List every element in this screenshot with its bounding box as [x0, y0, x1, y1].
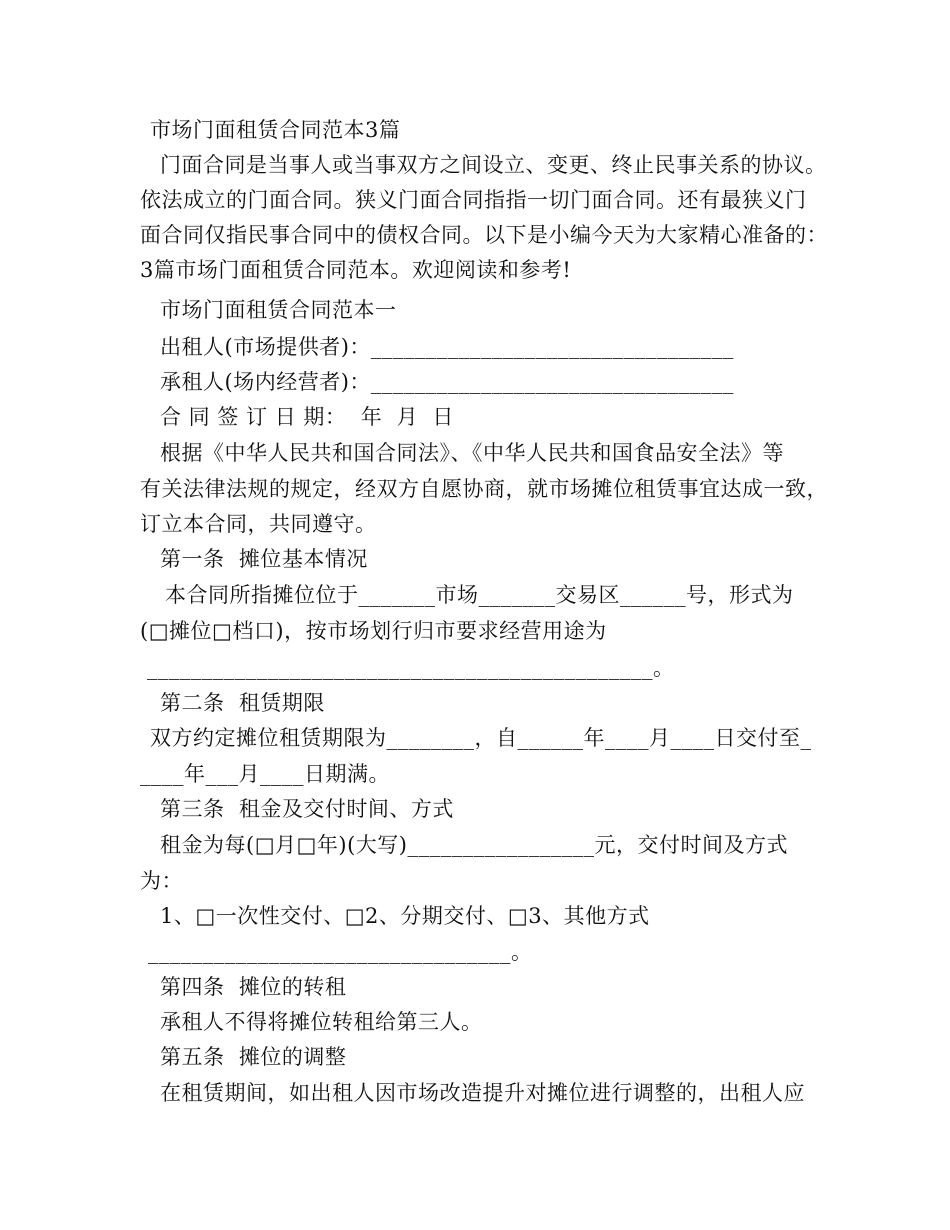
blank-line: ______________________________________________。 — [147, 656, 675, 680]
paragraph-line: 为： — [140, 869, 183, 893]
paragraph-line: 依法成立的门面合同。狭义门面合同指指一切门面合同。还有最狭义门 — [140, 188, 807, 212]
blank-line: _________________________________。 — [148, 940, 533, 964]
paragraph-line: 面合同仅指民事合同中的债权合同。以下是小编今天为大家精心准备的： — [140, 223, 828, 247]
article-heading: 第四条 摊位的转租 — [160, 975, 347, 999]
signing-date-field: 合 同 签 订 日 期： 年 月 日 — [160, 405, 454, 429]
lessor-field: 出租人(市场提供者)：_________________________________ — [160, 335, 734, 359]
section-heading: 市场门面租赁合同范本一 — [160, 298, 397, 322]
paragraph-line: 3篇市场门面租赁合同范本。欢迎阅读和参考! — [140, 258, 572, 282]
paragraph-line: 双方约定摊位租赁期限为________，自______年____月____日交付至_ — [150, 726, 812, 750]
paragraph-line: 承租人不得将摊位转租给第三人。 — [160, 1010, 483, 1034]
lessee-field: 承租人(场内经营者)：_________________________________ — [160, 370, 734, 394]
paragraph-line: 本合同所指摊位位于_______市场_______交易区______号，形式为 — [165, 583, 794, 607]
article-heading: 第二条 租赁期限 — [160, 691, 325, 715]
paragraph-line: 有关法律法规的规定，经双方自愿协商，就市场摊位租赁事宜达成一致， — [140, 477, 828, 501]
article-heading: 第一条 摊位基本情况 — [160, 547, 368, 571]
document-title: 市场门面租赁合同范本3篇 — [150, 118, 401, 142]
paragraph-line: (□摊位□档口)，按市场划行归市要求经营用途为 — [140, 619, 607, 643]
paragraph-line: 租金为每(□月□年)(大写)_________________元，交付时间及方式 — [160, 833, 788, 857]
paragraph-line: 1、□一次性交付、□2、分期交付、□3、其他方式 — [160, 904, 650, 928]
paragraph-line: 根据《中华人民共和国合同法》、《中华人民共和国食品安全法》等 — [160, 441, 784, 465]
paragraph-line: 订立本合同，共同遵守。 — [140, 512, 377, 536]
paragraph-line: ____年___月____日期满。 — [140, 762, 390, 786]
paragraph-line: 门面合同是当事人或当事双方之间设立、变更、终止民事关系的协议。 — [160, 153, 827, 177]
article-heading: 第三条 租金及交付时间、方式 — [160, 797, 454, 821]
paragraph-line: 在租赁期间，如出租人因市场改造提升对摊位进行调整的，出租人应 — [160, 1081, 805, 1105]
article-heading: 第五条 摊位的调整 — [160, 1045, 347, 1069]
